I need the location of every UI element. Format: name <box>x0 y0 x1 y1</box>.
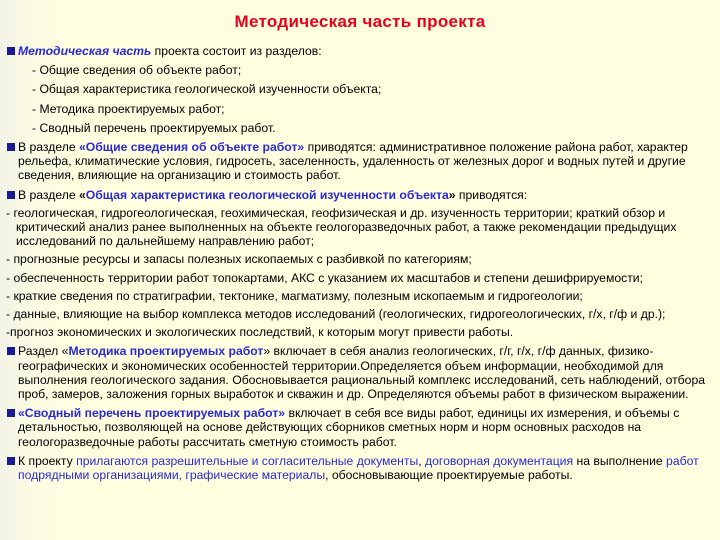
term-methodical-part: Методическая часть <box>18 44 152 58</box>
dash-item-4: - краткие сведения по стратиграфии, тектонике, магматизму, полезным ископаемым и гидрогеологии; <box>6 288 583 303</box>
dash-item-6: -прогноз экономических и экологических последствий, к которым могут привести работы. <box>6 325 514 340</box>
dash-item-3: - обеспеченность территории работ топокартами, АКС с указанием их масштабов и степени дешифрируемости; <box>6 270 643 285</box>
bullet-text: , обосновывающие проектируемые работы. <box>325 468 573 483</box>
bullet-text: К проекту <box>18 453 77 468</box>
highlight-permits: прилагаются разрешительные и согласительные документы <box>76 453 419 468</box>
sub-item-2: - Общая характеристика геологической изученности объекта; <box>32 82 382 97</box>
bullet-item-6 <box>6 454 712 482</box>
dash-item-1: - геологическая, гидрогеологическая, геохимическая, геофизическая и др. изученность территории; краткий обзор и критический анализ ранее выполненных на объекте геологоразведочных работ, а также рекомендации предыдущих исследований по дальнейшему направлению работ; <box>6 205 677 249</box>
bullet-text: , <box>418 453 426 468</box>
page-title: Методическая часть проекта <box>234 12 486 31</box>
bullet-item-1 <box>6 44 712 58</box>
bullet-square-icon <box>7 191 15 199</box>
slide-content <box>6 44 712 482</box>
section-name-methods: Методика проектируемых работ <box>68 344 264 359</box>
bullet-text: проекта состоит из разделов: <box>151 44 322 58</box>
highlight-contract-docs: договорная документация <box>425 453 574 468</box>
bullet-text: В разделе <box>18 187 80 202</box>
bullet-square-icon <box>7 47 15 55</box>
bullet-text: приводятся: <box>455 187 528 202</box>
bullet-square-icon <box>7 409 15 417</box>
quote-open: « <box>79 187 86 202</box>
bullet-text: включает в себя все виды работ, единицы их измерения, и объемы с детальностью, позволяющей на основе действующих сборников сметных норм и норм основных расходов на геологоразведочные работы рассчитать сметную стоимость работ. <box>18 406 680 449</box>
bullet-item-2 <box>6 140 712 183</box>
sub-item-1: - Общие сведения об объекте работ; <box>32 63 242 78</box>
dash-item-2: - прогнозные ресурсы и запасы полезных ископаемых с разбивкой по категориям; <box>6 252 472 267</box>
section-name-general: «Общие сведения об объекте работ» <box>79 140 305 155</box>
bullet-text: на выполнение <box>573 453 667 468</box>
bullet-item-3 <box>6 188 712 202</box>
bullet-text: Раздел « <box>18 344 69 359</box>
bullet-text: » включает в себя анализ геологических, г/г, г/х, г/ф данных, физико-географических и экономических особенностей территории.Определяется объем информации, необходимой для выполнения геологического задания. Обосновывается рациональный комплекс исследований, сеть наблюдений, отбора проб, замеров, заложения горных выработок и скважин и др. Определяются объемы работ в физическом выражении. <box>18 344 706 402</box>
quote-close: » <box>448 187 456 202</box>
bullet-text: В разделе <box>18 140 80 155</box>
dash-item-5: - данные, влияющие на выбор комплекса методов исследований (геологических, гидрогеологических, г/х, г/ф и др.); <box>6 307 666 322</box>
bullet-item-5 <box>6 406 712 449</box>
bullet-text: приводятся: административное положение района работ, характер рельефа, климатические условия, гидросеть, заселенность, удаленность от железных дорог и водных путей и другие сведения, влияющие на организацию и стоимость работ. <box>18 140 688 183</box>
highlight-contractors-graphics: работ подрядными организациями, графические материалы <box>18 453 699 483</box>
section-name-summary: «Сводный перечень проектируемых работ» <box>18 406 286 421</box>
bullet-square-icon <box>7 457 15 465</box>
bullet-item-4 <box>6 344 712 401</box>
bullet-square-icon <box>7 347 15 355</box>
sub-item-4: - Сводный перечень проектируемых работ. <box>32 120 276 135</box>
section-name-study: Общая характеристика геологической изученности объекта <box>85 187 449 202</box>
bullet-square-icon <box>7 143 15 151</box>
sub-item-3: - Методика проектируемых работ; <box>32 101 225 116</box>
